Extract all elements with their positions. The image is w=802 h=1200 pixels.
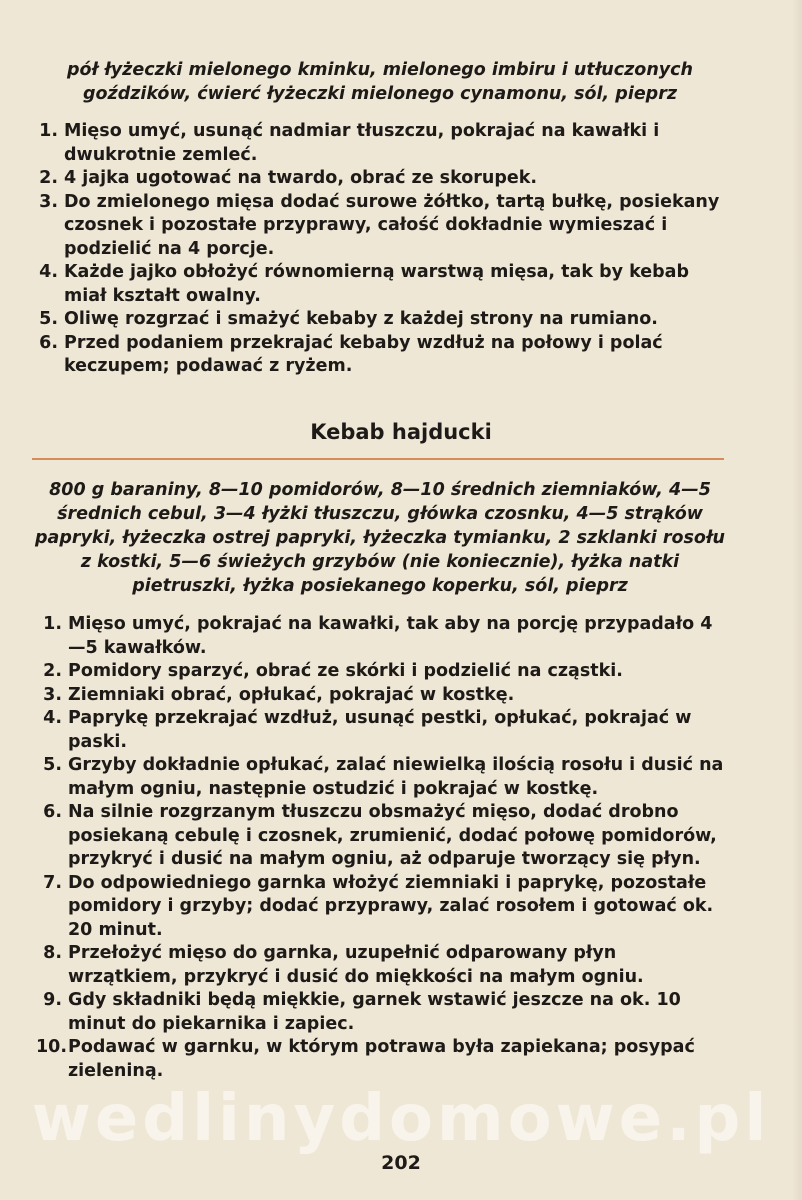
step-text: Grzyby dokładnie opłukać, zalać niewielką ilością rosołu i dusić na małym ogniu, następnie ostudzić i pokrajać w kostkę.	[68, 755, 724, 799]
recipe2-step	[36, 613, 726, 660]
watermark: wedlinydomowe.pl	[31, 1082, 771, 1156]
page-number: 202	[381, 1152, 421, 1174]
step-text: Na silnie rozgrzanym tłuszczu obsmażyć mięso, dodać drobno posiekaną cebulę i czosnek, zrumienić, dodać połowę pomidorów, przykryć i dusić na małym ogniu, aż odparuje tworzący się płyn.	[68, 802, 717, 869]
step-number: 10.	[36, 1037, 68, 1057]
step-text: Pomidory sparzyć, obrać ze skórki i podzielić na cząstki.	[68, 661, 623, 681]
recipe2-step	[36, 989, 726, 1036]
recipe1-step	[32, 167, 726, 191]
step-number: 6.	[39, 332, 58, 353]
step-number: 5.	[39, 309, 58, 329]
step-text: Do zmielonego mięsa dodać surowe żółtko, tartą bułkę, posiekany czosnek i pozostałe przyprawy, całość dokładnie wymieszać i podzielić na 4 porcje.	[64, 191, 720, 259]
step-number: 2.	[39, 168, 58, 188]
step-text: Oliwę rozgrzać i smażyć kebaby z każdej strony na rumiano.	[64, 309, 658, 329]
recipe2-step	[36, 872, 726, 943]
recipe2-title: Kebab hajducki	[310, 420, 492, 444]
step-text: Gdy składniki będą miękkie, garnek wstawić jeszcze na ok. 10 minut do piekarnika i zapiec.	[68, 990, 681, 1034]
step-number: 7.	[43, 872, 62, 893]
recipe2-step	[36, 660, 726, 684]
step-text: Mięso umyć, pokrajać na kawałki, tak aby na porcję przypadało 4—5 kawałków.	[68, 614, 713, 658]
recipe2-step	[36, 1036, 726, 1083]
step-number: 5.	[43, 755, 62, 775]
step-text: Mięso umyć, usunąć nadmiar tłuszczu, pokrajać na kawałki i dwukrotnie zemleć.	[64, 121, 660, 165]
recipe2-ingredients: 800 g baraniny, 8—10 pomidorów, 8—10 średnich ziemniaków, 4—5 średnich cebul, 3—4 łyżki tłuszczu, główka czosnku, 4—5 strąków papryki, łyżeczka ostrej papryki, łyżeczka tymianku, 2 szklanki rosołu z kostki, 5—6 świeżych grzybów (nie koniecznie), łyżka natki pietruszki, łyżka posiekanego koperku, sól, pieprz	[35, 480, 725, 596]
recipe2-steps	[36, 613, 726, 1083]
step-text: Przed podaniem przekrajać kebaby wzdłuż na połowy i polać keczupem; podawać z ryżem.	[64, 332, 663, 376]
step-number: 3.	[39, 191, 58, 212]
recipe2-step	[36, 754, 726, 801]
step-number: 4.	[39, 262, 58, 282]
step-text: Przełożyć mięso do garnka, uzupełnić odparowany płyn wrzątkiem, przykryć i dusić do miękkości na małym ogniu.	[68, 943, 644, 987]
step-number: 1.	[39, 121, 58, 141]
step-number: 1.	[43, 614, 62, 634]
step-number: 3.	[43, 684, 62, 705]
step-number: 6.	[43, 802, 62, 822]
step-number: 9.	[43, 990, 62, 1010]
step-text: Do odpowiedniego garnka włożyć ziemniaki i paprykę, pozostałe pomidory i grzyby; dodać przyprawy, zalać rosołem i gotować ok. 20 minut.	[68, 872, 714, 940]
recipe2-step	[36, 801, 726, 872]
step-number: 2.	[43, 661, 62, 681]
step-text: 4 jajka ugotować na twardo, obrać ze skorupek.	[64, 168, 538, 188]
recipe1-ingredients-tail: pół łyżeczki mielonego kminku, mielonego imbiru i utłuczonych goździków, ćwierć łyżeczki mielonego cynamonu, sól, pieprz	[66, 60, 694, 104]
step-number: 4.	[43, 708, 62, 728]
page-edge-shadow	[792, 0, 802, 1200]
recipe1-step	[32, 191, 726, 262]
recipe2-step	[36, 684, 726, 708]
step-text: Paprykę przekrajać wzdłuż, usunąć pestki, opłukać, pokrajać w paski.	[68, 708, 692, 752]
title-rule	[32, 458, 724, 460]
recipe2-step	[36, 942, 726, 989]
recipe1-step	[32, 120, 726, 167]
recipe1-steps	[32, 120, 726, 379]
recipe1-step	[32, 308, 726, 332]
step-text: Każde jajko obłożyć równomierną warstwą mięsa, tak by kebab miał kształt owalny.	[64, 262, 690, 306]
recipe2-step	[36, 707, 726, 754]
step-number: 8.	[43, 943, 62, 963]
step-text: Podawać w garnku, w którym potrawa była zapiekana; posypać zieleniną.	[68, 1037, 695, 1081]
recipe1-step	[32, 261, 726, 308]
recipe1-step	[32, 332, 726, 379]
step-text: Ziemniaki obrać, opłukać, pokrajać w kostkę.	[68, 684, 515, 705]
